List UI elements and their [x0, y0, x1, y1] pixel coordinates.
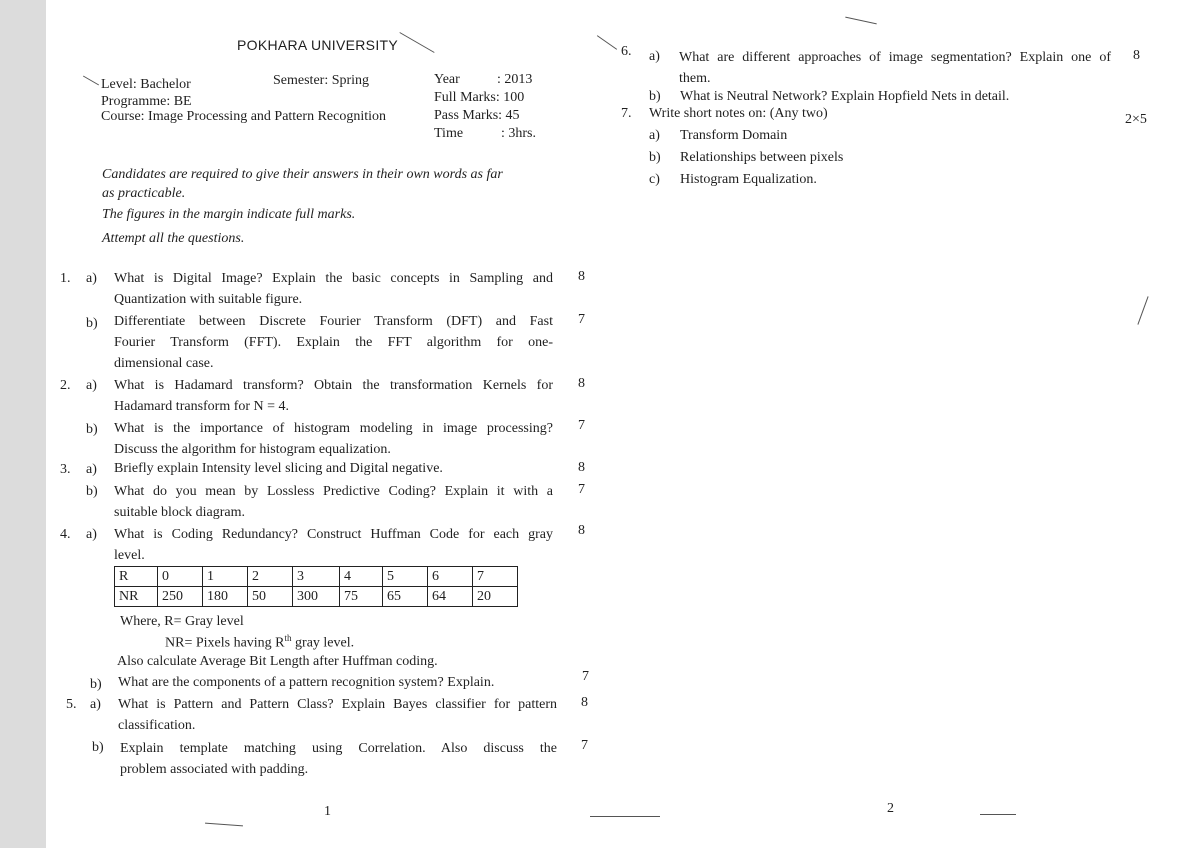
table-cell: 180	[203, 587, 248, 607]
table-cell: 64	[428, 587, 473, 607]
scan-smudge	[590, 816, 660, 817]
q5a-text	[118, 694, 557, 736]
scan-smudge	[399, 32, 434, 53]
q3b-text	[114, 481, 553, 523]
q7a-text: Transform Domain	[680, 128, 788, 143]
q3b-line-2: suitable block diagram.	[114, 505, 246, 520]
q1a-marks: 8	[578, 269, 585, 284]
q3b-marks: 7	[578, 482, 585, 497]
table-cell: 65	[383, 587, 428, 607]
table-cell: 4	[340, 567, 383, 587]
q6a-label: a)	[649, 49, 660, 64]
table-cell: R	[115, 567, 158, 587]
time-value: : 3hrs.	[501, 126, 536, 141]
q5-number: 5.	[66, 697, 77, 712]
q5b-text	[120, 738, 557, 780]
q1b-line-3: dimensional case.	[114, 356, 214, 371]
q2b-text	[114, 418, 553, 460]
q7a-label: a)	[649, 128, 660, 143]
table-cell: 0	[158, 567, 203, 587]
q7c-text: Histogram Equalization.	[680, 172, 817, 187]
q6-number: 6.	[621, 44, 632, 59]
table-cell: 6	[428, 567, 473, 587]
q3a-text: Briefly explain Intensity level slicing and Digital negative.	[114, 461, 443, 476]
table-cell: 75	[340, 587, 383, 607]
q5b-marks: 7	[581, 738, 588, 753]
table-cell: 5	[383, 567, 428, 587]
time-label: Time	[434, 126, 464, 141]
gray-level-table	[114, 566, 518, 607]
q5a-line-1: What is Pattern and Pattern Class? Explain Bayes classifier for pattern	[118, 697, 557, 712]
table-cell: 300	[293, 587, 340, 607]
nr-sup: th	[284, 633, 292, 643]
q2a-marks: 8	[578, 376, 585, 391]
q1b-line-2: Fourier Transform (FFT). Explain the FFT algorithm for one-	[114, 335, 553, 350]
q2a-label: a)	[86, 378, 97, 393]
q2a-text	[114, 375, 553, 417]
table-cell: 1	[203, 567, 248, 587]
instruction-line-3: Attempt all the questions.	[102, 231, 245, 246]
q1b-text	[114, 311, 553, 374]
university-title: POKHARA UNIVERSITY	[237, 37, 398, 53]
q3a-label: a)	[86, 462, 97, 477]
q4a-marks: 8	[578, 523, 585, 538]
q7-marks: 2×5	[1125, 112, 1147, 127]
scan-left-margin	[0, 0, 46, 848]
table-cell: NR	[115, 587, 158, 607]
q3b-line-1: What do you mean by Lossless Predictive Coding? Explain it with a	[114, 484, 553, 499]
also-calculate-text: Also calculate Average Bit Length after Huffman coding.	[117, 654, 438, 669]
q6b-label: b)	[649, 89, 661, 104]
full-marks-text: Full Marks: 100	[434, 90, 525, 105]
where-text: Where, R= Gray level	[120, 614, 244, 629]
table-cell: 50	[248, 587, 293, 607]
scan-smudge	[1137, 296, 1148, 325]
q2b-line-2: Discuss the algorithm for histogram equalization.	[114, 442, 391, 457]
table-cell: 2	[248, 567, 293, 587]
table-cell: 250	[158, 587, 203, 607]
instruction-line-2: The figures in the margin indicate full marks.	[102, 207, 356, 222]
q6a-line-2: them.	[679, 71, 711, 86]
q2-number: 2.	[60, 378, 71, 393]
scan-smudge	[980, 814, 1016, 815]
q5b-line-2: problem associated with padding.	[120, 762, 309, 777]
q4b-marks: 7	[582, 669, 589, 684]
q7b-text: Relationships between pixels	[680, 150, 844, 165]
semester-text: Semester: Spring	[273, 73, 370, 88]
q1b-marks: 7	[578, 312, 585, 327]
q4b-label: b)	[90, 677, 102, 692]
scan-smudge	[205, 823, 243, 827]
q6b-text: What is Neutral Network? Explain Hopfield Nets in detail.	[680, 89, 1010, 104]
q1-number: 1.	[60, 271, 71, 286]
q3b-label: b)	[86, 484, 98, 499]
table-cell: 20	[473, 587, 518, 607]
q4b-text: What are the components of a pattern recognition system? Explain.	[118, 675, 495, 690]
programme-text: Programme: BE	[101, 94, 192, 109]
q7-number: 7.	[621, 106, 632, 121]
q2a-line-2: Hadamard transform for N = 4.	[114, 399, 290, 414]
q4a-text	[114, 524, 553, 566]
nr-prefix: NR= Pixels having R	[165, 635, 285, 651]
q2a-line-1: What is Hadamard transform? Obtain the transformation Kernels for	[114, 378, 553, 393]
q6a-line-1: What are different approaches of image segmentation? Explain one of	[679, 50, 1111, 65]
q7b-label: b)	[649, 150, 661, 165]
scan-smudge	[597, 35, 617, 50]
q3-number: 3.	[60, 462, 71, 477]
table-row	[115, 587, 518, 607]
page-number-1: 1	[324, 804, 331, 819]
level-text: Level: Bachelor	[101, 77, 191, 92]
q1a-line-1: What is Digital Image? Explain the basic concepts in Sampling and	[114, 271, 553, 286]
q4a-label: a)	[86, 527, 97, 542]
year-label: Year	[434, 72, 460, 87]
q7-title: Write short notes on: (Any two)	[649, 106, 828, 121]
q4a-line-2: level.	[114, 548, 145, 563]
q2b-marks: 7	[578, 418, 585, 433]
nr-suffix: gray level.	[291, 635, 355, 651]
q1b-label: b)	[86, 316, 98, 331]
q2b-label: b)	[86, 422, 98, 437]
q5b-label: b)	[92, 740, 104, 755]
q1a-line-2: Quantization with suitable figure.	[114, 292, 303, 307]
q1a-label: a)	[86, 271, 97, 286]
page-number-2: 2	[887, 801, 894, 816]
scan-smudge	[83, 76, 99, 86]
q5a-label: a)	[90, 697, 101, 712]
table-cell: 3	[293, 567, 340, 587]
q5a-marks: 8	[581, 695, 588, 710]
q6a-text	[679, 47, 1111, 89]
q1a-text	[114, 268, 553, 310]
scan-smudge	[845, 17, 877, 25]
pass-marks-text: Pass Marks: 45	[434, 108, 520, 123]
q6a-marks: 8	[1133, 48, 1140, 63]
q5b-line-1: Explain template matching using Correlation. Also discuss the	[120, 741, 557, 756]
q4a-line-1: What is Coding Redundancy? Construct Huffman Code for each gray	[114, 527, 553, 542]
table-cell: 7	[473, 567, 518, 587]
nr-definition	[165, 633, 354, 652]
q7c-label: c)	[649, 172, 660, 187]
year-value: : 2013	[497, 72, 533, 87]
q1b-line-1: Differentiate between Discrete Fourier Transform (DFT) and Fast	[114, 314, 553, 329]
course-text: Course: Image Processing and Pattern Recognition	[101, 109, 386, 124]
instruction-line-1: Candidates are required to give their answers in their own words as far	[102, 167, 503, 182]
q5a-line-2: classification.	[118, 718, 196, 733]
q2b-line-1: What is the importance of histogram modeling in image processing?	[114, 421, 553, 436]
instruction-line-1-cont: as practicable.	[102, 186, 186, 201]
q4-number: 4.	[60, 527, 71, 542]
q3a-marks: 8	[578, 460, 585, 475]
table-row	[115, 567, 518, 587]
